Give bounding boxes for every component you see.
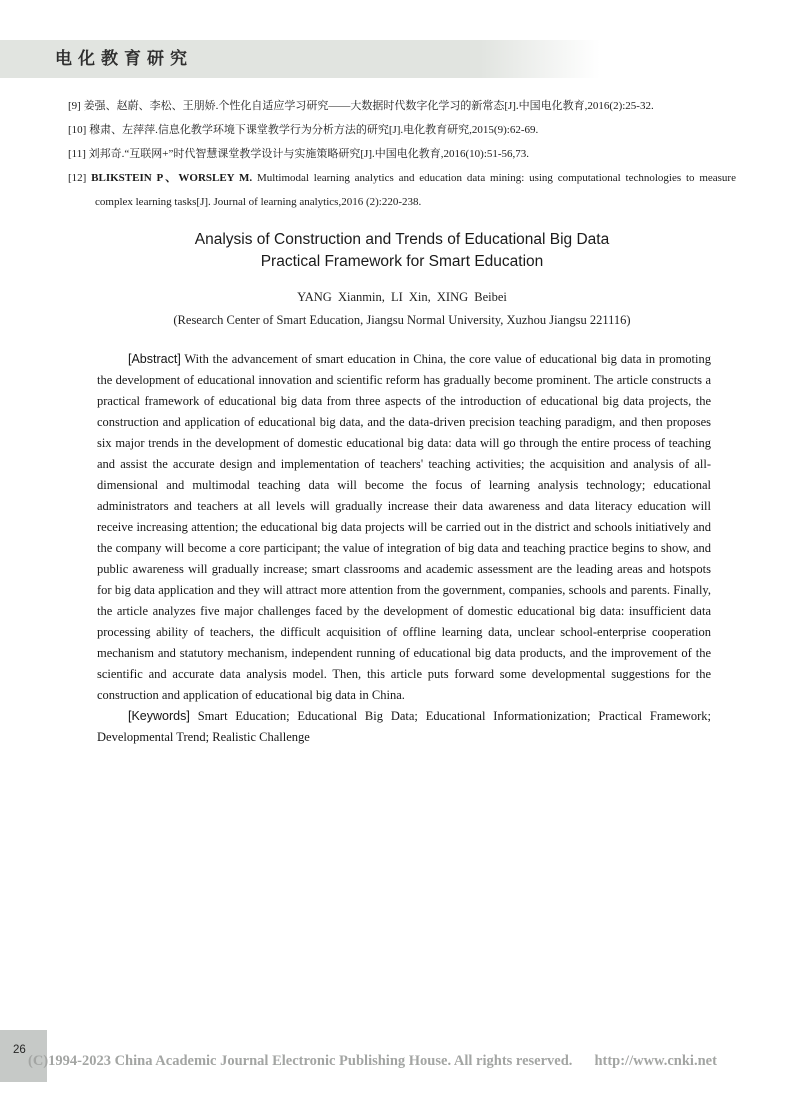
abstract-text: With the advancement of smart education in China, the core value of educational big data in promoting the development of educational innovation and scientific reform has gradually become prominent. The article constructs a practical framework of educational big data from three aspects of the introduction of educational big data projects, the construction and application of educational big data, and the data-driven precision teaching paradigm, and then proposes six major trends in the development of domestic educational big data: data will go through the entire process of teaching and assist the accurate design and implementation of teachers' teaching activities; the acquisition and analysis of all-dimensional and multimodal teaching data will become the focus of learning analysis technology; educational administrators and teachers at all levels will gradually increase their data awareness and data literacy education will receive increasing attention; the educational big data projects will be carried out in the district and schools initiatively and the company will become a core participant; the value of integration of big data and teaching practice begins to show, and public awareness will gradually increase; smart classrooms and academic assessment are the leading areas and hotspots for big data application and they will attract more attention from the government, companies, schools and parents. Finally, the article analyzes five major challenges faced by the development of domestic educational big data: insufficient data processing ability of teachers, the difficult acquisition of offline learning data, unclear school-enterprise cooperation mechanism and statutory mechanism, independent running of educational big data products, and the improvement of the scientific and accurate data analysis model. Then, this article puts forward some developmental suggestions for the construction and application of educational big data in China. <box>97 352 711 702</box>
header-banner <box>0 40 600 78</box>
authors-line: YANG Xianmin, LI Xin, XING Beibei <box>297 290 507 304</box>
reference-item: [10] 穆肃、左萍萍.信息化教学环境下课堂教学行为分析方法的研究[J].电化教育研究,2015(9):62-69. <box>68 124 539 136</box>
keywords-paragraph <box>97 706 711 748</box>
reference-item: [11] 刘邦奇.“互联网+”时代智慧课堂教学设计与实施策略研究[J].中国电化教育,2016(10):51-56,73. <box>68 148 530 160</box>
copyright-line <box>28 1053 788 1070</box>
copyright-text: (C)1994-2023 China Academic Journal Electronic Publishing House. All rights reserved. <box>28 1053 573 1069</box>
reference-item <box>68 166 736 214</box>
reference-text: Multimodal learning analytics and education data mining: using computational technologies to measure complex learning tasks[J]. Journal of learning analytics,2016 (2):220-238. <box>95 172 736 208</box>
reference-marker: [12] <box>68 172 92 184</box>
keywords-label: [Keywords] <box>128 709 190 723</box>
article-title-line2: Practical Framework for Smart Education <box>260 253 544 270</box>
abstract-section <box>97 349 711 748</box>
journal-name: 电化教育研究 <box>55 49 193 68</box>
reference-authors: BLIKSTEIN P、WORSLEY M. <box>91 172 253 184</box>
copyright-url: http://www.cnki.net <box>594 1053 717 1069</box>
article-header <box>68 229 736 329</box>
affiliation-line: (Research Center of Smart Education, Jiangsu Normal University, Xuzhou Jiangsu 221116) <box>173 313 631 327</box>
article-title-line1: Analysis of Construction and Trends of Educational Big Data <box>194 231 610 248</box>
abstract-label: [Abstract] <box>128 352 181 366</box>
references-list <box>68 94 736 214</box>
page-number: 26 <box>13 1044 26 1056</box>
reference-item: [9] 姜强、赵蔚、李松、王朋娇.个性化自适应学习研究——大数据时代数字化学习的新常态[J].中国电化教育,2016(2):25-32. <box>68 100 654 112</box>
abstract-paragraph <box>97 349 711 706</box>
keywords-text: Smart Education; Educational Big Data; Educational Informationization; Practical Framework; Developmental Trend; Realistic Challenge <box>97 709 711 744</box>
